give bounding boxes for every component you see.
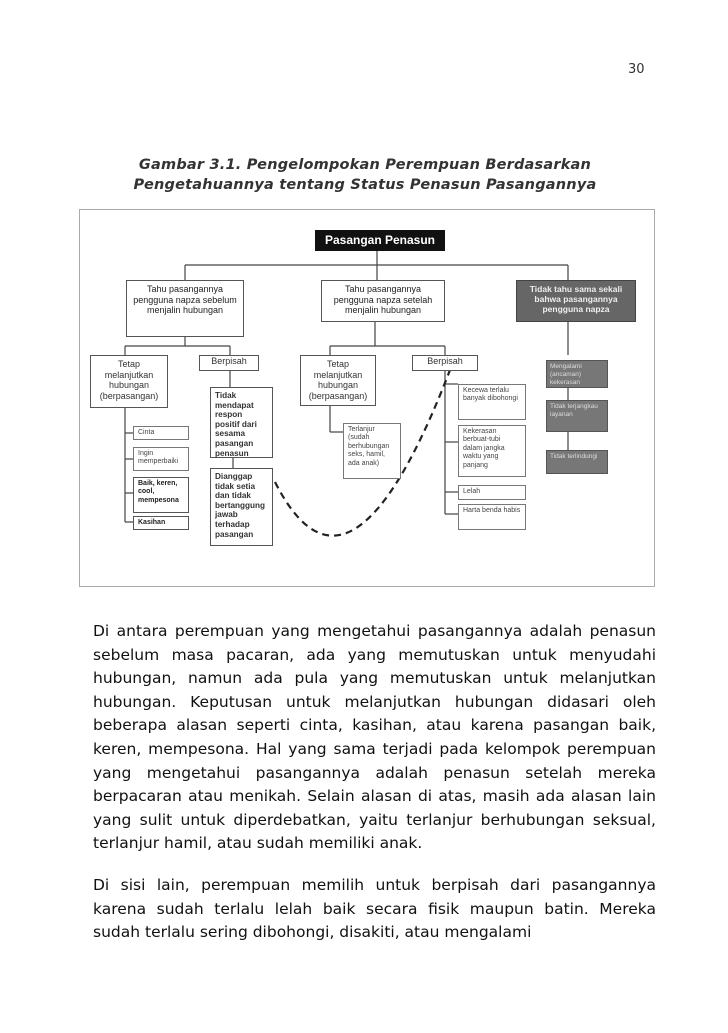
after-stay-reason-terlanjur: Terlanjur (sudah berhubungan seks, hamil, ada anak): [343, 423, 401, 479]
paragraph-1-text: Di antara perempuan yang mengetahui pasangannya adalah penasun sebelum masa pacaran, ada yang memutuskan untuk menyudahi hubungan, namun ada pula yang memutuskan untuk melanjutkan hubungan. Keputusan untuk melanjutkan hubungan didasari oleh beberapa alasan seperti cinta, kasihan, atau karena pasangan baik, keren, mempesona. Hal yang sama terjadi pada kelompok perempuan yang mengetahui pasangannya adalah penasun setelah mereka berpacaran atau menikah. Selain alasan di atas, masih ada alasan lain yang sulit untuk diperdebatkan, yaitu terlanjur berhubungan seksual, terlanjur hamil, atau sudah memiliki anak.: [93, 622, 656, 853]
body-paragraph-2: [93, 874, 656, 945]
diagram-figure: [79, 209, 655, 587]
after-stay-box: Tetap melanjutkan hubungan (berpasangan): [300, 355, 376, 406]
before-separate-reason-tidak-setia: Dianggap tidak setia dan tidak bertanggung jawab terhadap pasangan: [210, 468, 273, 546]
category-unknown-box: Tidak tahu sama sekali bahwa pasangannya pengguna napza: [516, 280, 636, 322]
unknown-item-layanan: Tidak terjangkau layanan: [546, 400, 608, 432]
before-stay-reason-memperbaiki: Ingin memperbaiki: [133, 447, 189, 471]
category-after-box: Tahu pasangannya pengguna napza setelah menjalin hubungan: [321, 280, 445, 322]
after-separate-reason-harta: Harta benda habis: [458, 504, 526, 530]
before-stay-box: Tetap melanjutkan hubungan (berpasangan): [90, 355, 168, 408]
before-separate-box: Berpisah: [199, 355, 259, 371]
caption-line-2: Pengetahuannya tentang Status Penasun Pasangannya: [133, 177, 597, 193]
after-separate-box: Berpisah: [412, 355, 478, 371]
body-paragraph-1: [93, 620, 656, 856]
unknown-item-terlindungi: Tidak terlindungi: [546, 450, 608, 474]
figure-caption: [100, 155, 630, 195]
before-stay-reason-kasihan: Kasihan: [133, 516, 189, 530]
root-box-pasangan-penasun: Pasangan Penasun: [315, 230, 445, 251]
unknown-item-kekerasan: Mengalami (ancaman) kekerasan: [546, 360, 608, 388]
category-before-box: Tahu pasangannya pengguna napza sebelum menjalin hubungan: [126, 280, 244, 337]
after-separate-reason-lelah: Lelah: [458, 485, 526, 500]
before-separate-reason-respon: Tidak mendapat respon positif dari sesama pasangan penasun: [210, 387, 273, 458]
after-separate-reason-kekerasan: Kekerasan berbuat-tubi dalam jangka waktu yang panjang: [458, 425, 526, 477]
paragraph-2-text: Di sisi lain, perempuan memilih untuk berpisah dari pasangannya karena sudah terlalu lelah baik secara fisik maupun batin. Mereka sudah terlalu sering dibohongi, disakiti, atau mengalami: [93, 876, 656, 942]
before-stay-reason-keren: Baik, keren, cool, mempesona: [133, 477, 189, 513]
page-number: 30: [628, 62, 645, 77]
caption-line-1: Gambar 3.1. Pengelompokan Perempuan Berdasarkan: [138, 157, 592, 173]
after-separate-reason-kecewa: Kecewa terlalu banyak dibohongi: [458, 384, 526, 420]
before-stay-reason-cinta: Cinta: [133, 426, 189, 440]
